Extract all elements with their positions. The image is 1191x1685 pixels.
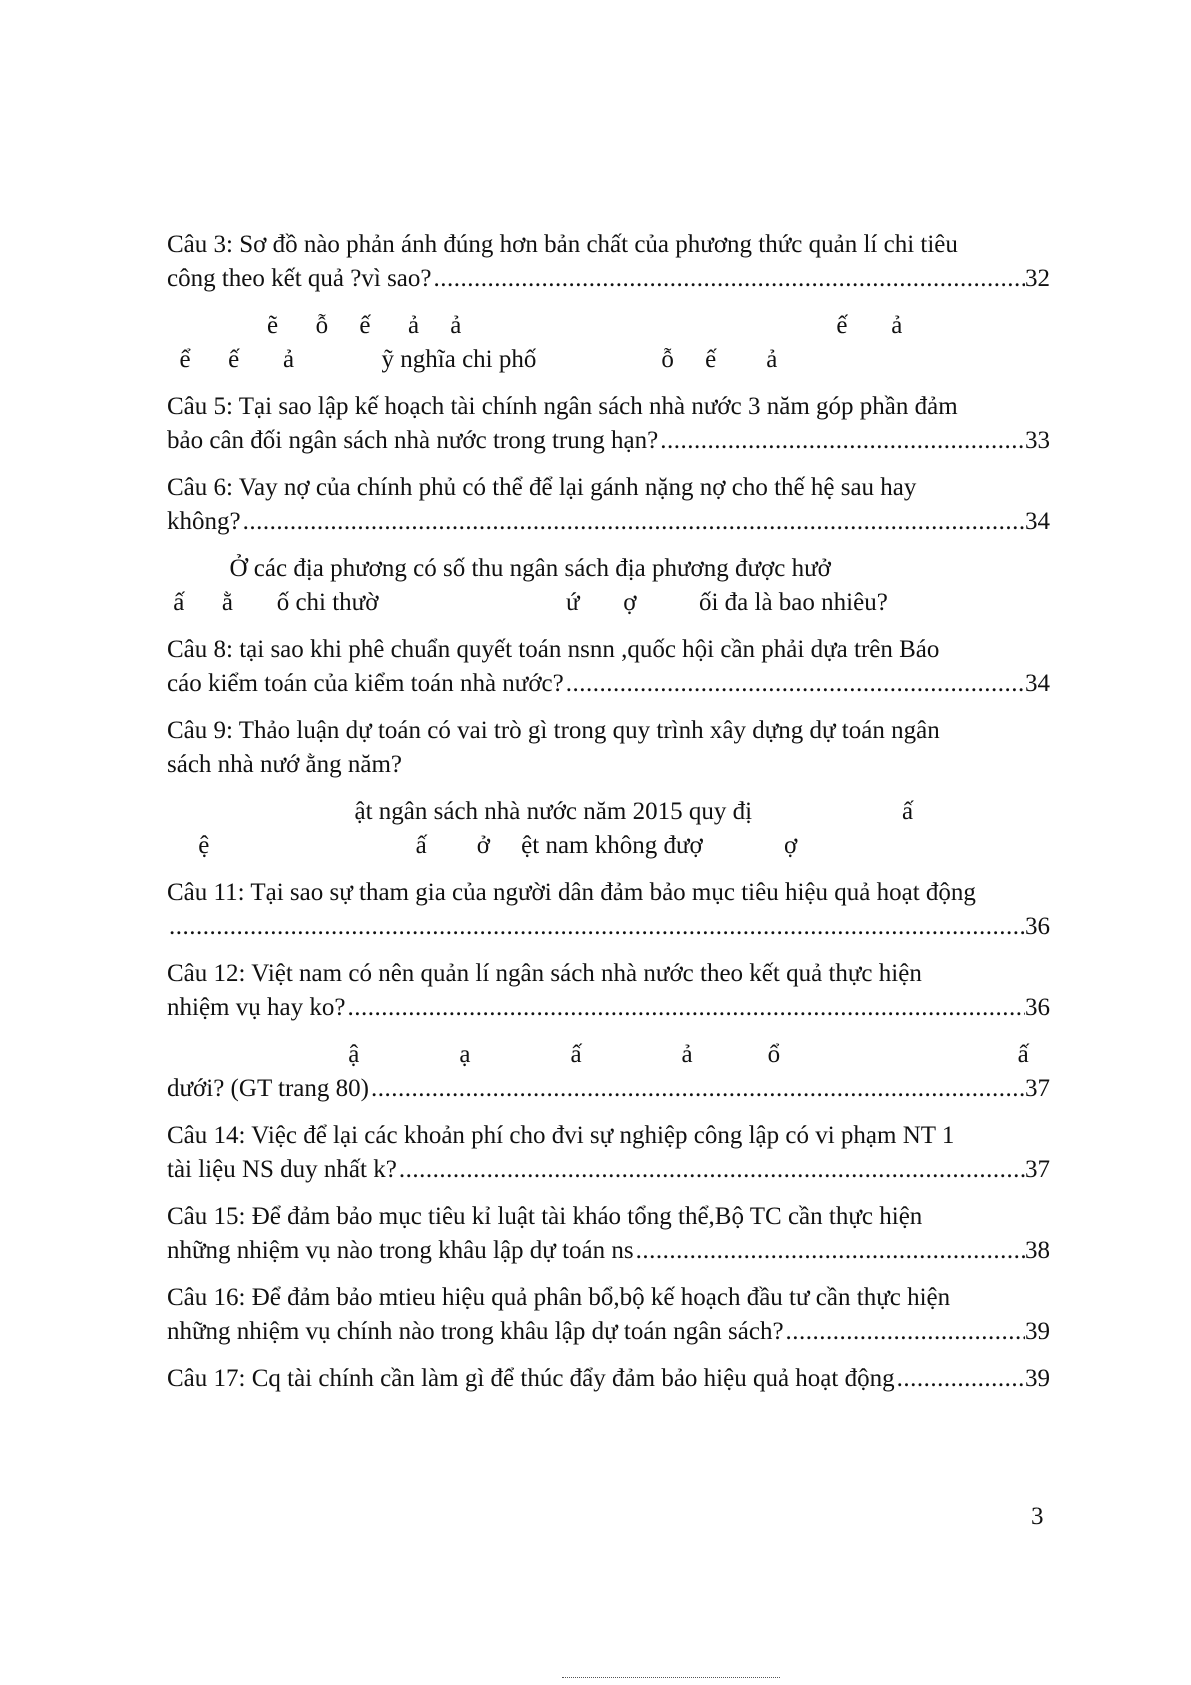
toc-entry-line: ẽ ỗ ế ả ả ế ả bbox=[167, 312, 903, 339]
toc-entry-line: Câu 11: Tại sao sự tham gia của người dân đảm bảo mục tiêu hiệu quả hoạt động bbox=[167, 879, 976, 906]
toc-entry[interactable] bbox=[167, 633, 1050, 700]
toc-page-number: 34 bbox=[1025, 669, 1050, 697]
toc-entry-line: Câu 12: Việt nam có nên quản lí ngân sách nhà nước theo kết quả thực hiện bbox=[167, 960, 922, 987]
dot-leader bbox=[371, 1072, 1025, 1106]
toc-entry-line: Câu 8: tại sao khi phê chuẩn quyết toán nsnn ,quốc hội cần phải dựa trên Báo bbox=[167, 636, 940, 663]
toc-entry[interactable] bbox=[167, 1119, 1050, 1186]
toc-entry-line: Câu 15: Để đảm bảo mục tiêu kỉ luật tài kháo tổng thể,Bộ TC cần thực hiện bbox=[167, 1203, 923, 1230]
toc-entry-line: ật ngân sách nhà nước năm 2015 quy đị ấ bbox=[167, 798, 914, 825]
toc-entry[interactable] bbox=[167, 228, 1050, 295]
toc-entry-text: cáo kiểm toán của kiểm toán nhà nước? bbox=[167, 669, 564, 697]
toc-entry[interactable] bbox=[167, 714, 1050, 781]
toc-entry-text: bảo cân đối ngân sách nhà nước trong trung hạn? bbox=[167, 426, 659, 454]
toc-page-number: 34 bbox=[1025, 507, 1050, 535]
toc-entry-line: Câu 6: Vay nợ của chính phủ có thể để lại gánh nặng nợ cho thế hệ sau hay bbox=[167, 474, 917, 501]
dot-leader bbox=[169, 910, 1025, 944]
toc-entry-line: ể ế ả ỹ nghĩa chi phố ỗ ế ả bbox=[167, 345, 778, 373]
toc-page-number: 32 bbox=[1025, 264, 1050, 292]
dot-leader bbox=[399, 1153, 1025, 1187]
toc-entry-last-line bbox=[167, 424, 1050, 458]
toc-entry-line: Ở các địa phương có số thu ngân sách địa phương được hưở bbox=[167, 555, 831, 582]
toc-entry-last-line bbox=[167, 667, 1050, 701]
toc-page-number: 39 bbox=[1025, 1317, 1050, 1345]
toc-entry[interactable] bbox=[167, 471, 1050, 538]
footer-divider bbox=[562, 1677, 780, 1678]
toc-entry-last-line bbox=[167, 910, 1050, 944]
toc-entry-text: công theo kết quả ?vì sao? bbox=[167, 264, 432, 292]
toc-entry[interactable] bbox=[167, 390, 1050, 457]
dot-leader bbox=[897, 1362, 1025, 1396]
toc-page-number: 37 bbox=[1025, 1155, 1050, 1183]
toc-entry-text: dưới? (GT trang 80) bbox=[167, 1074, 369, 1102]
toc-entry-text: những nhiệm vụ nào trong khâu lập dự toán ns bbox=[167, 1236, 634, 1264]
toc-entry-last-line bbox=[167, 1234, 1050, 1268]
toc-entry-line: Câu 5: Tại sao lập kế hoạch tài chính ngân sách nhà nước 3 năm góp phần đảm bbox=[167, 393, 958, 420]
toc-entry[interactable] bbox=[167, 1200, 1050, 1267]
toc-page-number: 39 bbox=[1025, 1365, 1050, 1392]
toc-entry-text: Câu 17: Cq tài chính cần làm gì để thúc đẩy đảm bảo hiệu quả hoạt động bbox=[167, 1365, 895, 1392]
toc-entry-line: Câu 9: Thảo luận dự toán có vai trò gì trong quy trình xây dựng dự toán ngân bbox=[167, 717, 940, 744]
dot-leader bbox=[347, 991, 1025, 1025]
toc-entry-last-line bbox=[167, 505, 1050, 539]
table-of-contents bbox=[167, 228, 1050, 1410]
toc-entry[interactable] bbox=[167, 876, 1050, 943]
toc-entry-line: Câu 3: Sơ đồ nào phản ánh đúng hơn bản chất của phương thức quản lí chi tiêu bbox=[167, 231, 958, 258]
toc-page-number: 36 bbox=[1025, 912, 1050, 940]
toc-entry-line: ệ ấ ở ệt nam không đượ ợ bbox=[167, 831, 798, 859]
toc-entry-text: không? bbox=[167, 507, 241, 535]
toc-entry-last-line bbox=[167, 1362, 1050, 1396]
toc-entry[interactable] bbox=[167, 1281, 1050, 1348]
toc-entry-line: ậ ạ ấ ả ổ ấ bbox=[167, 1041, 1029, 1068]
toc-entry-text: nhiệm vụ hay ko? bbox=[167, 993, 346, 1021]
toc-entry[interactable] bbox=[167, 309, 1050, 376]
dot-leader bbox=[636, 1234, 1025, 1268]
toc-entry-last-line bbox=[167, 1153, 1050, 1187]
toc-page-number: 36 bbox=[1025, 993, 1050, 1021]
toc-entry-last-line bbox=[167, 1315, 1050, 1349]
toc-entry-last-line bbox=[167, 262, 1050, 296]
toc-entry[interactable] bbox=[167, 1362, 1050, 1396]
dot-leader bbox=[243, 505, 1025, 539]
toc-entry-text: những nhiệm vụ chính nào trong khâu lập dự toán ngân sách? bbox=[167, 1317, 784, 1345]
toc-entry[interactable] bbox=[167, 552, 1050, 619]
toc-entry-line: sách nhà nướ ằng năm? bbox=[167, 750, 403, 778]
page-number: 3 bbox=[1031, 1503, 1044, 1530]
dot-leader bbox=[660, 424, 1025, 458]
toc-page-number: 38 bbox=[1025, 1236, 1050, 1264]
toc-entry-text: tài liệu NS duy nhất k? bbox=[167, 1155, 397, 1183]
toc-entry-line: Câu 16: Để đảm bảo mtieu hiệu quả phân bổ,bộ kế hoạch đầu tư cần thực hiện bbox=[167, 1284, 951, 1311]
toc-entry-line: ấ ằ ố chi thườ ứ ợ ối đa là bao nhiêu? bbox=[167, 588, 888, 616]
toc-entry-last-line bbox=[167, 991, 1050, 1025]
toc-entry-last-line bbox=[167, 1072, 1050, 1106]
toc-page-number: 37 bbox=[1025, 1074, 1050, 1102]
toc-page-number: 33 bbox=[1025, 426, 1050, 454]
toc-entry[interactable] bbox=[167, 957, 1050, 1024]
toc-entry[interactable] bbox=[167, 1038, 1050, 1105]
toc-entry-line: Câu 14: Việc để lại các khoản phí cho đvi sự nghiệp công lập có vi phạm NT 1 bbox=[167, 1122, 955, 1149]
dot-leader bbox=[786, 1315, 1025, 1349]
dot-leader bbox=[434, 262, 1026, 296]
toc-entry[interactable] bbox=[167, 795, 1050, 862]
dot-leader bbox=[566, 667, 1025, 701]
